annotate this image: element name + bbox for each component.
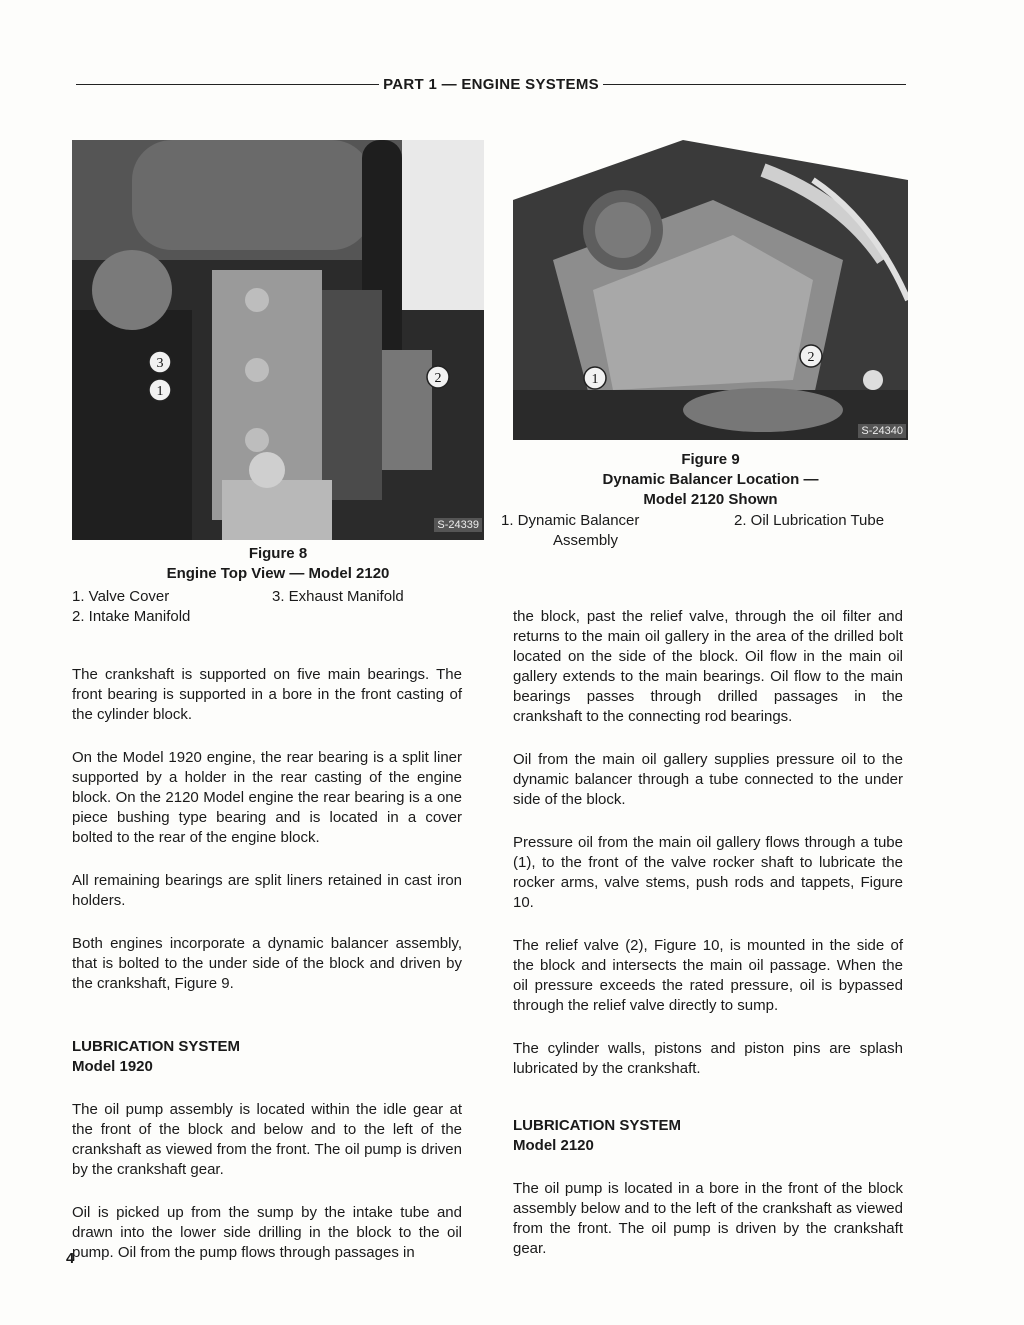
figure-9-callout-1	[584, 367, 606, 389]
header-rule-right	[603, 84, 906, 85]
right-heading-line2: Model 2120	[513, 1137, 594, 1154]
right-section-heading	[513, 1116, 903, 1156]
figure-8-callout-1	[149, 379, 171, 401]
page-number: 4	[66, 1250, 75, 1267]
figure-8-legend	[72, 586, 484, 630]
figure-8-caption	[72, 544, 484, 584]
right-paragraph-1: the block, past the relief valve, through the oil filter and returns to the main oil gallery in the area of the drilled bolt located on the side of the block. Oil flow in the main oil gallery extends to the main bearings. Oil flow to the main bearings passes through drilled passages in the crankshaft to the connecting rod bearings.	[513, 608, 903, 725]
figure-9-title-line2: Model 2120 Shown	[643, 491, 778, 508]
page-header	[76, 74, 906, 94]
left-section-heading	[72, 1037, 462, 1077]
right-paragraph-6: The oil pump is located in a bore in the front of the block assembly below and to the left of the crankshaft as viewed from the front. The oil pump is driven by the crankshaft gear.	[513, 1180, 903, 1257]
figure-8-legend-item: 1. Valve Cover	[72, 588, 170, 605]
left-paragraph-5: The oil pump assembly is located within the idle gear at the front of the block and below and to the left of the crankshaft as viewed from the front. The oil pump is driven by the crankshaft gear.	[72, 1101, 462, 1178]
left-paragraph-3: All remaining bearings are split liners retained in cast iron holders.	[72, 872, 462, 909]
figure-9-photo-code: S-24340	[858, 424, 906, 438]
left-paragraph-2: On the Model 1920 engine, the rear bearing is a split liner supported by a holder in the rear casting of the engine block. On the 2120 Model engine the rear bearing is a one piece bushing type bearing and is located in a cover bolted to the rear of the engine block.	[72, 749, 462, 846]
figure-9-title-line1: Dynamic Balancer Location —	[602, 471, 819, 488]
svg-text:1: 1	[591, 372, 599, 387]
left-column	[72, 665, 462, 1263]
right-heading-line1: LUBRICATION SYSTEM	[513, 1117, 682, 1134]
figure-9-legend-item: Assembly	[553, 532, 619, 549]
svg-text:2: 2	[434, 371, 442, 386]
figure-9-legend	[501, 510, 909, 554]
right-column	[513, 607, 903, 1259]
svg-text:3: 3	[156, 356, 164, 371]
header-rule-left	[76, 84, 379, 85]
figure-9-callout-2	[800, 345, 822, 367]
left-paragraph-6: Oil is picked up from the sump by the intake tube and drawn into the lower side drilling in the block to the oil pump. Oil from the pump flows through passages in	[72, 1204, 462, 1261]
header-title: PART 1 — ENGINE SYSTEMS	[383, 75, 599, 93]
figure-8-title: Engine Top View — Model 2120	[166, 565, 390, 582]
left-paragraph-4: Both engines incorporate a dynamic balancer assembly, that is bolted to the under side of the block and driven by the crankshaft, Figure 9.	[72, 935, 462, 992]
figure-8-photo	[72, 140, 484, 540]
right-paragraph-2: Oil from the main oil gallery supplies pressure oil to the dynamic balancer through a tube connected to the under side of the block.	[513, 751, 903, 808]
figure-8-callout-3	[149, 351, 171, 373]
figure-9-photo	[513, 140, 908, 440]
right-paragraph-4: The relief valve (2), Figure 10, is mounted in the side of the block and intersects the main oil passage. When the oil pressure exceeds the rated pressure, oil is bypassed through the relief valve directly to sump.	[513, 937, 903, 1014]
figure-8-photo-code: S-24339	[434, 518, 482, 532]
figure-8-callout-2	[427, 366, 449, 388]
figure-9-label: Figure 9	[681, 451, 740, 468]
figure-9-caption	[513, 450, 908, 510]
right-paragraph-5: The cylinder walls, pistons and piston pins are splash lubricated by the crankshaft.	[513, 1040, 903, 1077]
svg-text:2: 2	[807, 350, 815, 365]
figure-9-legend-item: 2. Oil Lubrication Tube	[734, 512, 885, 529]
left-heading-line1: LUBRICATION SYSTEM	[72, 1038, 241, 1055]
figure-9-legend-item: 1. Dynamic Balancer	[501, 512, 640, 529]
svg-text:1: 1	[156, 384, 164, 399]
left-heading-line2: Model 1920	[72, 1058, 153, 1075]
figure-8-legend-item: 3. Exhaust Manifold	[272, 588, 404, 605]
right-paragraph-3: Pressure oil from the main oil gallery flows through a tube (1), to the front of the valve rocker shaft to lubricate the rocker arms, valve stems, push rods and tappets, Figure 10.	[513, 834, 903, 911]
figure-8-legend-item: 2. Intake Manifold	[72, 608, 191, 625]
figure-8-label: Figure 8	[248, 545, 308, 562]
left-paragraph-1: The crankshaft is supported on five main bearings. The front bearing is supported in a bore in the front casting of the cylinder block.	[72, 666, 462, 723]
